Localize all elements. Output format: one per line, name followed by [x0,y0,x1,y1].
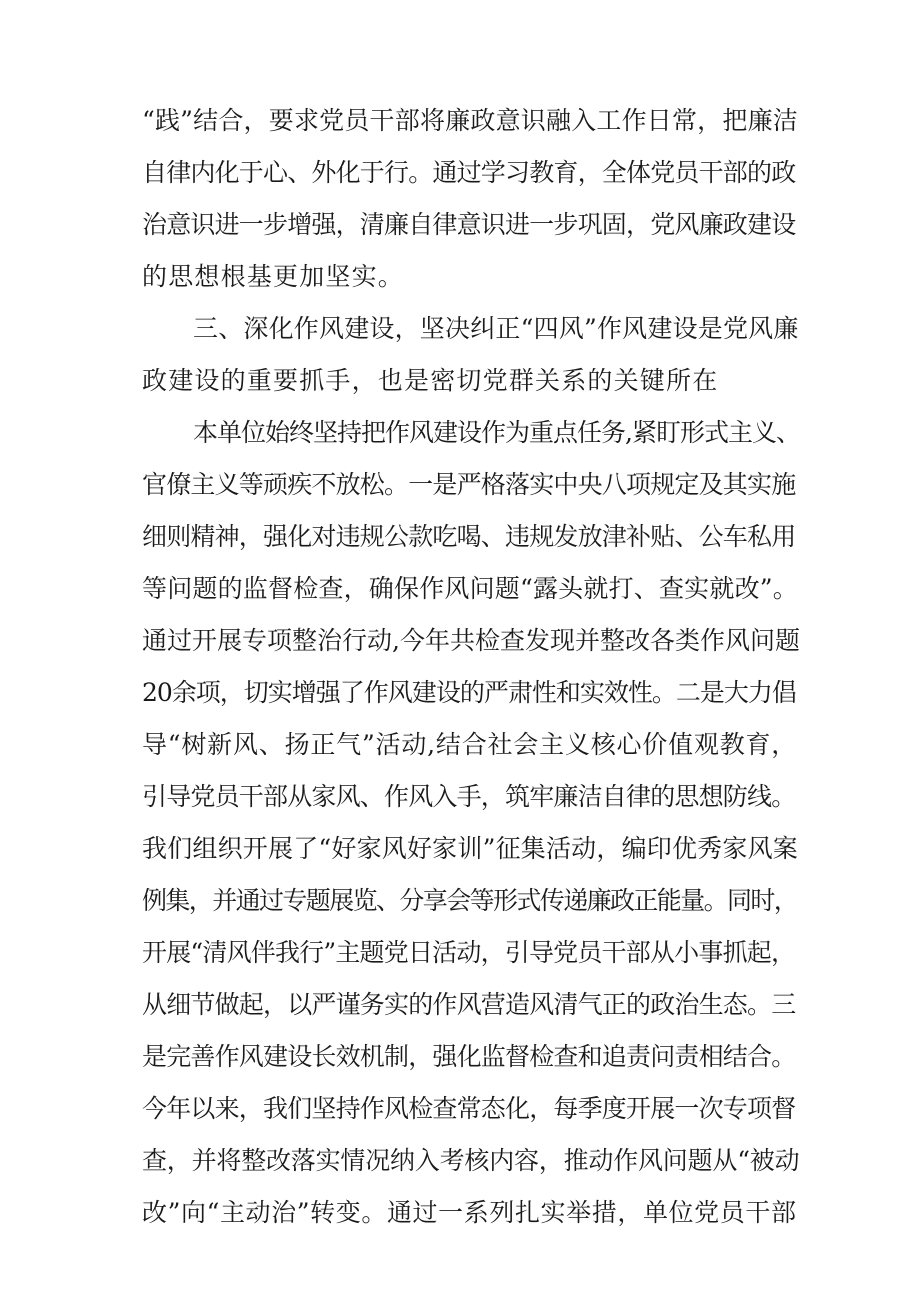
paragraph-line: 20余项，切实增强了作风建设的严肃性和实效性。二是大力倡 [142,678,796,707]
paragraph-line: 本单位始终坚持把作风建设作为重点任务,紧盯形式主义、 [193,418,800,447]
paragraph-line: 的思想根基更加坚实。 [142,262,405,291]
paragraph-line: 例集，并通过专题展览、分享会等形式传递廉政正能量。同时， [142,886,798,915]
paragraph-line: 官僚主义等顽疾不放松。一是严格落实中央八项规定及其实施 [142,470,796,499]
section-heading-line: 三、深化作风建设，坚决纠正“四风”作风建设是党风廉 [193,314,799,343]
paragraph-line: 等问题的监督检查，确保作风问题“露头就打、查实就改”。 [142,574,798,603]
paragraph-line: 开展“清风伴我行”主题党日活动，引导党员干部从小事抓起， [142,938,796,967]
paragraph-line: 我们组织开展了“好家风好家训”征集活动，编印优秀家风案 [142,834,798,863]
paragraph-line: 查，并将整改落实情况纳入考核内容，推动作风问题从“被动 [142,1146,800,1175]
section-heading-line: 政建设的重要抓手，也是密切党群关系的关键所在 [142,366,719,395]
paragraph-line: “践”结合，要求党员干部将廉政意识融入工作日常，把廉洁 [142,106,798,135]
paragraph-line: 改”向“主动治”转变。通过一系列扎实举措，单位党员干部 [142,1198,797,1227]
paragraph-line: 导“树新风、扬正气”活动,结合社会主义核心价值观教育， [142,730,798,759]
paragraph-line: 今年以来，我们坚持作风检查常态化，每季度开展一次专项督 [142,1094,796,1123]
paragraph-line: 细则精神，强化对违规公款吃喝、违规发放津补贴、公车私用 [142,522,796,551]
paragraph-line: 引导党员干部从家风、作风入手，筑牢廉洁自律的思想防线。 [142,782,796,811]
paragraph-line: 治意识进一步增强，清廉自律意识进一步巩固，党风廉政建设 [142,210,796,239]
paragraph-line: 通过开展专项整治行动,今年共检查发现并整改各类作风问题 [142,626,800,655]
paragraph-line: 从细节做起，以严谨务实的作风营造风清气正的政治生态。三 [142,990,796,1019]
paragraph-line: 是完善作风建设长效机制，强化监督检查和追责问责相结合。 [142,1042,796,1071]
paragraph-line: 自律内化于心、外化于行。通过学习教育，全体党员干部的政 [142,158,796,187]
